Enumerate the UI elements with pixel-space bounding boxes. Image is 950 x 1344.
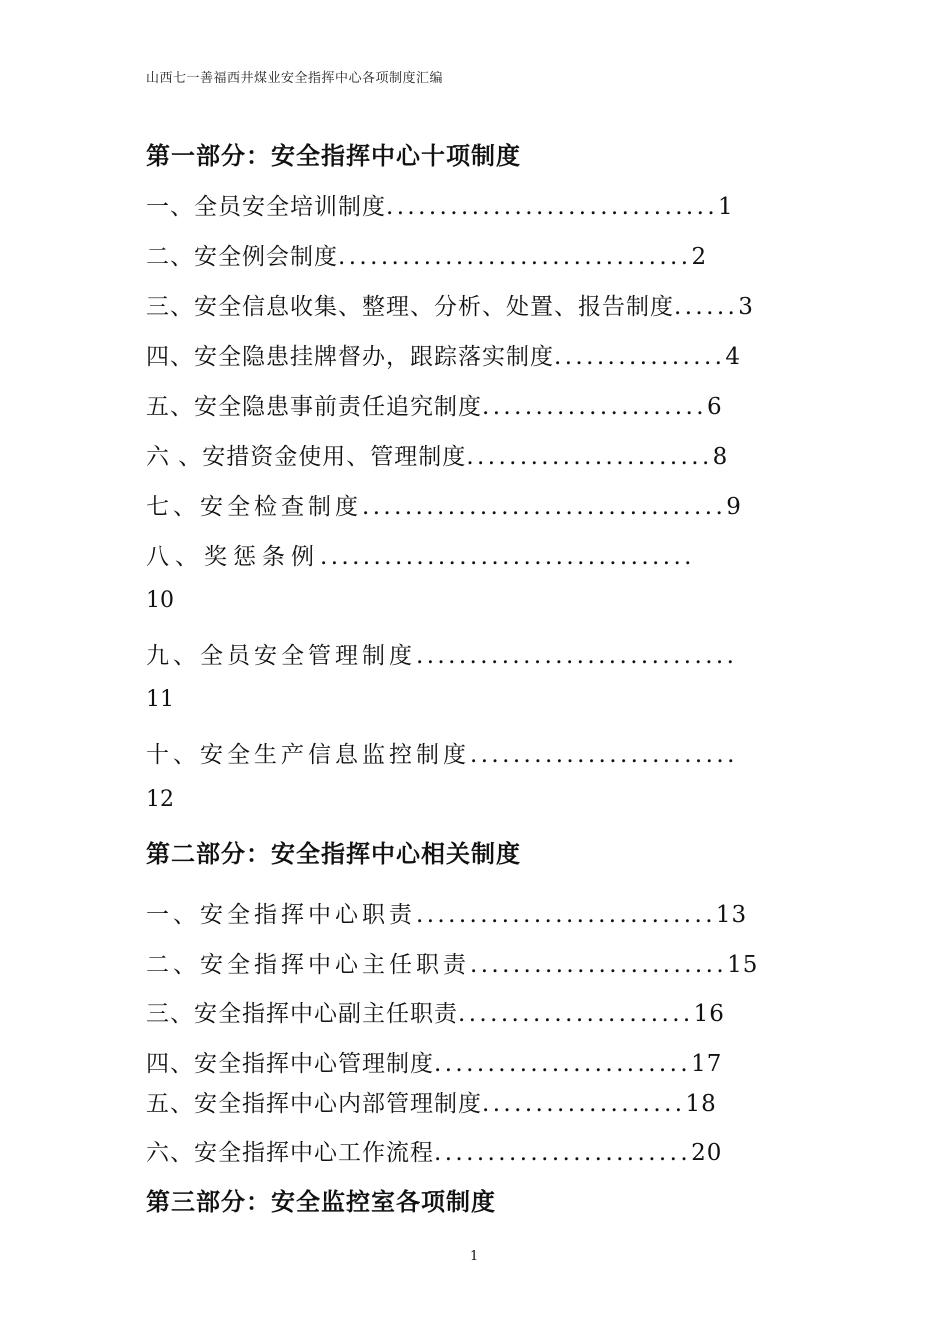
toc-leader: ................................... xyxy=(320,544,695,570)
toc-leader: ...... xyxy=(674,294,739,320)
toc-leader: ................ xyxy=(554,344,726,370)
toc-page: 8 xyxy=(712,444,729,470)
toc-entry-label: 五、安全隐患事前责任追究制度 xyxy=(146,394,482,420)
toc-entry-label: 九、全员安全管理制度 xyxy=(146,643,416,669)
toc-entry-label: 十、安全生产信息监控制度 xyxy=(146,742,470,768)
toc-page: 2 xyxy=(691,244,708,270)
toc-entry-label: 三、安全指挥中心副主任职责 xyxy=(146,1001,458,1027)
toc-leader: .................................. xyxy=(362,494,727,520)
toc-entry-label: 四、安全指挥中心管理制度 xyxy=(146,1051,434,1077)
part2-title: 第二部分：安全指挥中心相关制度 xyxy=(146,840,521,868)
toc-entry[interactable] xyxy=(146,188,734,221)
toc-leader: ........................ xyxy=(434,1051,692,1077)
toc-entry-label: 二、安全例会制度 xyxy=(146,244,338,270)
part1-title: 第一部分：安全指挥中心十项制度 xyxy=(146,142,521,170)
toc-entry-label: 三、安全信息收集、整理、分析、处置、报告制度 xyxy=(146,294,674,320)
toc-page[interactable]: 10 xyxy=(146,588,174,613)
running-header: 山西七一善福西井煤业安全指挥中心各项制度汇编 xyxy=(146,71,444,86)
toc-page: 16 xyxy=(693,1001,725,1027)
toc-page: 13 xyxy=(715,902,748,928)
toc-page[interactable]: 11 xyxy=(146,687,174,712)
toc-page: 9 xyxy=(726,494,742,520)
toc-page: 20 xyxy=(691,1140,723,1166)
toc-entry[interactable] xyxy=(146,896,747,929)
toc-entry[interactable] xyxy=(146,438,728,471)
toc-entry-label: 四、安全隐患挂牌督办，跟踪落实制度 xyxy=(146,344,554,370)
toc-leader: .............................. xyxy=(416,643,738,669)
toc-entry[interactable] xyxy=(146,488,742,521)
toc-entry-label: 六 、安措资金使用、管理制度 xyxy=(146,444,467,470)
toc-leader: ................................. xyxy=(338,244,692,270)
toc-leader: ......................... xyxy=(470,742,738,768)
toc-leader: ...................... xyxy=(458,1001,694,1027)
toc-entry[interactable] xyxy=(146,1045,722,1078)
toc-entry-label: 六、安全指挥中心工作流程 xyxy=(146,1140,434,1166)
toc-leader: ........................ xyxy=(434,1140,692,1166)
toc-page: 1 xyxy=(718,194,734,220)
toc-entry[interactable] xyxy=(146,288,754,321)
part3-title: 第三部分：安全监控室各项制度 xyxy=(146,1188,496,1216)
toc-entry-label: 一、全员安全培训制度 xyxy=(146,194,386,220)
toc-leader: ............................ xyxy=(416,902,716,928)
toc-leader: ........................ xyxy=(470,952,728,978)
toc-leader: ....................... xyxy=(466,444,713,470)
toc-entry-label: 八、奖惩条例 xyxy=(146,544,320,570)
toc-page: 18 xyxy=(685,1091,717,1117)
toc-entry[interactable] xyxy=(146,736,738,769)
toc-entry[interactable] xyxy=(146,1134,722,1167)
toc-page: 6 xyxy=(706,394,723,420)
toc-entry[interactable] xyxy=(146,388,723,421)
toc-entry[interactable] xyxy=(146,946,758,979)
toc-page: 17 xyxy=(691,1051,723,1077)
toc-entry[interactable] xyxy=(146,1085,717,1118)
toc-entry[interactable] xyxy=(146,338,741,371)
toc-leader: ............................... xyxy=(386,194,719,220)
page-number: 1 xyxy=(470,1249,479,1264)
toc-entry-label: 五、安全指挥中心内部管理制度 xyxy=(146,1091,482,1117)
toc-entry[interactable] xyxy=(146,238,707,271)
toc-page: 4 xyxy=(725,344,742,370)
toc-page[interactable]: 12 xyxy=(146,787,174,812)
toc-page: 15 xyxy=(727,952,759,978)
toc-entry[interactable] xyxy=(146,995,725,1028)
toc-entry[interactable] xyxy=(146,538,695,571)
toc-entry-label: 二、安全指挥中心主任职责 xyxy=(146,952,470,978)
toc-page: 3 xyxy=(738,294,754,320)
toc-leader: ..................... xyxy=(482,394,707,420)
toc-entry-label: 七、安全检查制度 xyxy=(146,494,362,520)
toc-entry-label: 一、安全指挥中心职责 xyxy=(146,902,416,928)
toc-leader: ................... xyxy=(482,1091,686,1117)
toc-entry[interactable] xyxy=(146,637,737,670)
